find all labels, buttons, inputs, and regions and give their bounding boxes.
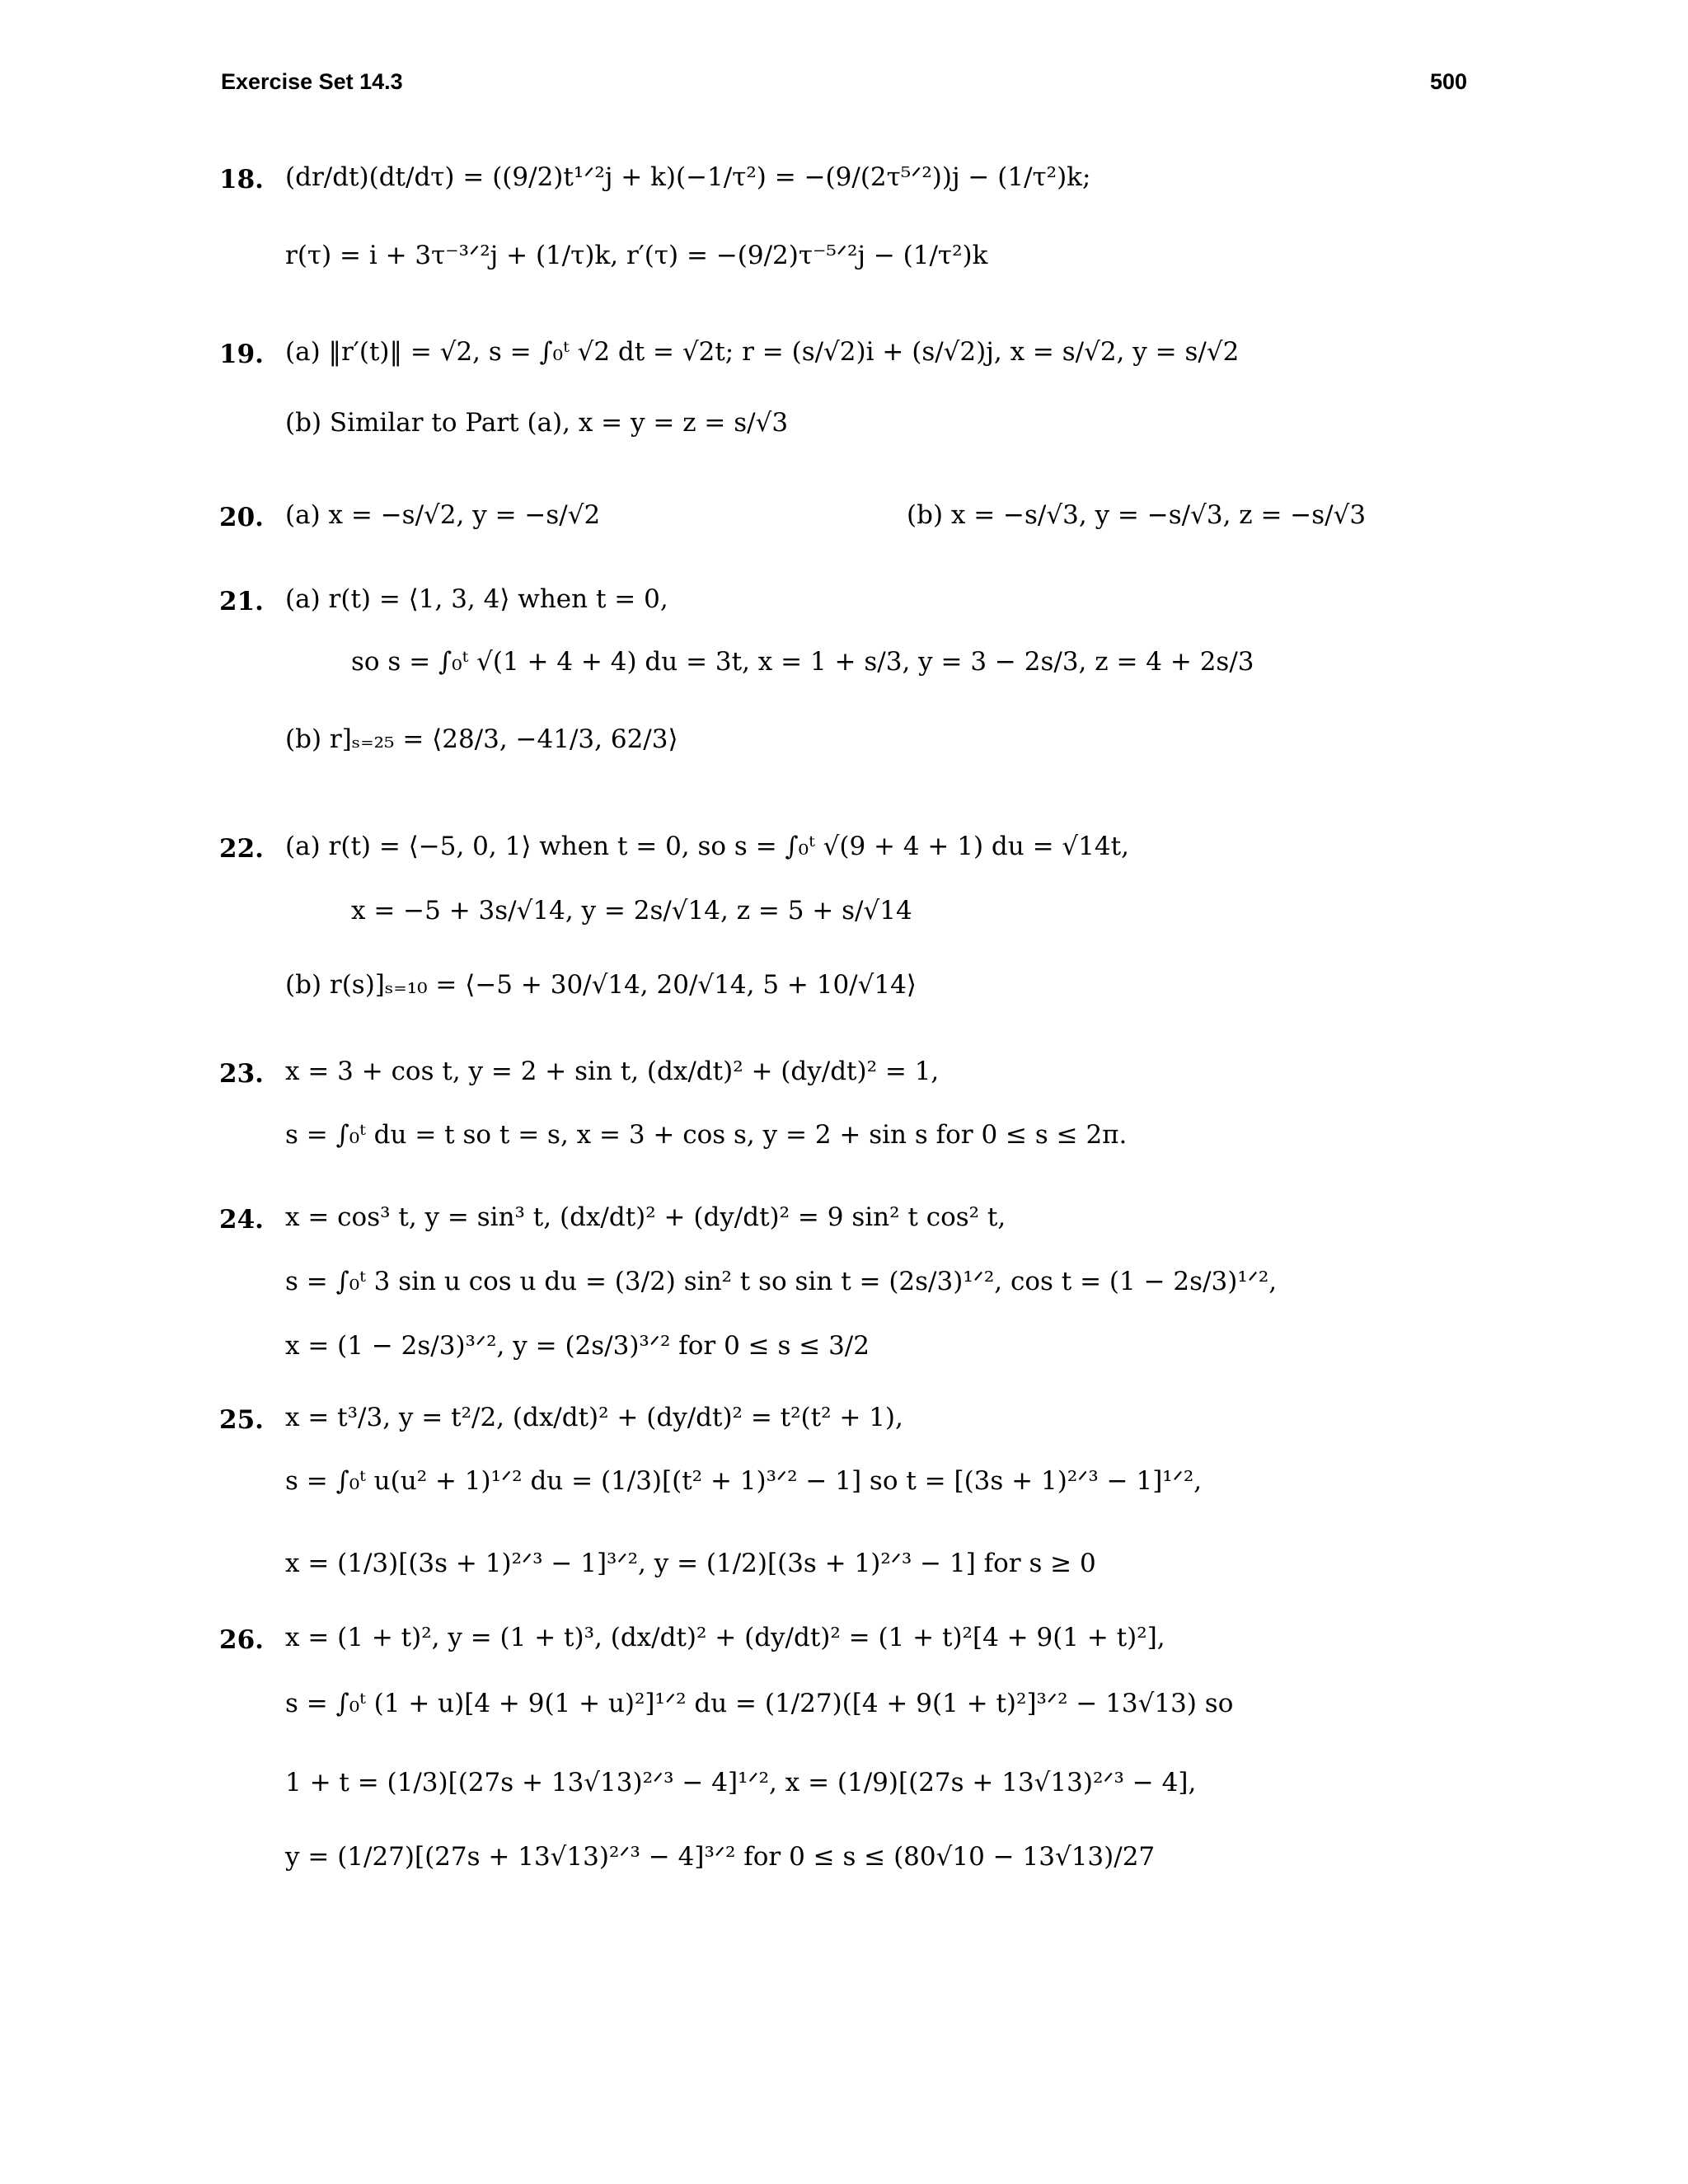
problem-26-line-2: s = ∫₀ᵗ (1 + u)[4 + 9(1 + u)²]¹ᐟ² du = (1/27)([4 + 9(1 + t)²]³ᐟ² − 13√13) so — [285, 1689, 1234, 1718]
problem-23-line-1: x = 3 + cos t, y = 2 + sin t, (dx/dt)² + (dy/dt)² = 1, — [285, 1057, 940, 1086]
problem-21-line-2: so s = ∫₀ᵗ √(1 + 4 + 4) du = 3t, x = 1 + s/3, y = 3 − 2s/3, z = 4 + 2s/3 — [351, 647, 1254, 677]
problem-21-line-3: (b) r]ₛ₌₂₅ = ⟨28/3, −41/3, 62/3⟩ — [285, 724, 678, 754]
running-header-title: Exercise Set 14.3 — [221, 69, 403, 94]
problem-number-20: 20. — [219, 503, 264, 532]
problem-24-line-3: x = (1 − 2s/3)³ᐟ², y = (2s/3)³ᐟ² for 0 ≤ s ≤ 3/2 — [285, 1331, 870, 1361]
problem-26-line-3: 1 + t = (1/3)[(27s + 13√13)²ᐟ³ − 4]¹ᐟ², x = (1/9)[(27s + 13√13)²ᐟ³ − 4], — [285, 1768, 1197, 1797]
problem-22-line-3: (b) r(s)]ₛ₌₁₀ = ⟨−5 + 30/√14, 20/√14, 5 + 10/√14⟩ — [285, 970, 917, 1000]
problem-25-line-3: x = (1/3)[(3s + 1)²ᐟ³ − 1]³ᐟ², y = (1/2)[(3s + 1)²ᐟ³ − 1] for s ≥ 0 — [285, 1549, 1096, 1578]
problem-25-line-2: s = ∫₀ᵗ u(u² + 1)¹ᐟ² du = (1/3)[(t² + 1)³ᐟ² − 1] so t = [(3s + 1)²ᐟ³ − 1]¹ᐟ², — [285, 1466, 1203, 1496]
problem-23-line-2: s = ∫₀ᵗ du = t so t = s, x = 3 + cos s, y = 2 + sin s for 0 ≤ s ≤ 2π. — [285, 1120, 1128, 1150]
problem-number-24: 24. — [219, 1205, 264, 1235]
problem-22-line-1: (a) r(t) = ⟨−5, 0, 1⟩ when t = 0, so s = ∫₀ᵗ √(9 + 4 + 1) du = √14t, — [285, 832, 1129, 861]
problem-18-line-2: r(τ) = i + 3τ⁻³ᐟ²j + (1/τ)k, r′(τ) = −(9/2)τ⁻⁵ᐟ²j − (1/τ²)k — [285, 241, 988, 270]
problem-number-22: 22. — [219, 834, 264, 864]
problem-20-part-b: (b) x = −s/√3, y = −s/√3, z = −s/√3 — [907, 500, 1367, 530]
problem-24-line-1: x = cos³ t, y = sin³ t, (dx/dt)² + (dy/dt)² = 9 sin² t cos² t, — [285, 1202, 1006, 1232]
problem-25-line-1: x = t³/3, y = t²/2, (dx/dt)² + (dy/dt)² = t²(t² + 1), — [285, 1403, 903, 1432]
problem-number-25: 25. — [219, 1405, 264, 1435]
problem-19-line-2: (b) Similar to Part (a), x = y = z = s/√3 — [285, 408, 789, 438]
problem-22-line-2: x = −5 + 3s/√14, y = 2s/√14, z = 5 + s/√14 — [351, 896, 912, 926]
problem-number-26: 26. — [219, 1625, 264, 1655]
problem-26-line-1: x = (1 + t)², y = (1 + t)³, (dx/dt)² + (dy/dt)² = (1 + t)²[4 + 9(1 + t)²], — [285, 1623, 1165, 1652]
problem-18-line-1: (dr/dt)(dt/dτ) = ((9/2)t¹ᐟ²j + k)(−1/τ²) = −(9/(2τ⁵ᐟ²))j − (1/τ²)k; — [285, 162, 1091, 192]
problem-number-19: 19. — [219, 340, 264, 369]
problem-number-18: 18. — [219, 165, 264, 194]
problem-26-line-4: y = (1/27)[(27s + 13√13)²ᐟ³ − 4]³ᐟ² for 0 ≤ s ≤ (80√10 − 13√13)/27 — [285, 1842, 1156, 1872]
page-number: 500 — [1429, 69, 1467, 94]
problem-20-part-a: (a) x = −s/√2, y = −s/√2 — [285, 500, 601, 530]
problem-number-23: 23. — [219, 1059, 264, 1089]
problem-21-line-1: (a) r(t) = ⟨1, 3, 4⟩ when t = 0, — [285, 584, 668, 614]
problem-19-line-1: (a) ‖r′(t)‖ = √2, s = ∫₀ᵗ √2 dt = √2t; r = (s/√2)i + (s/√2)j, x = s/√2, y = s/√2 — [285, 337, 1240, 367]
problem-number-21: 21. — [219, 587, 264, 616]
problem-24-line-2: s = ∫₀ᵗ 3 sin u cos u du = (3/2) sin² t so sin t = (2s/3)¹ᐟ², cos t = (1 − 2s/3)¹ᐟ², — [285, 1267, 1278, 1296]
